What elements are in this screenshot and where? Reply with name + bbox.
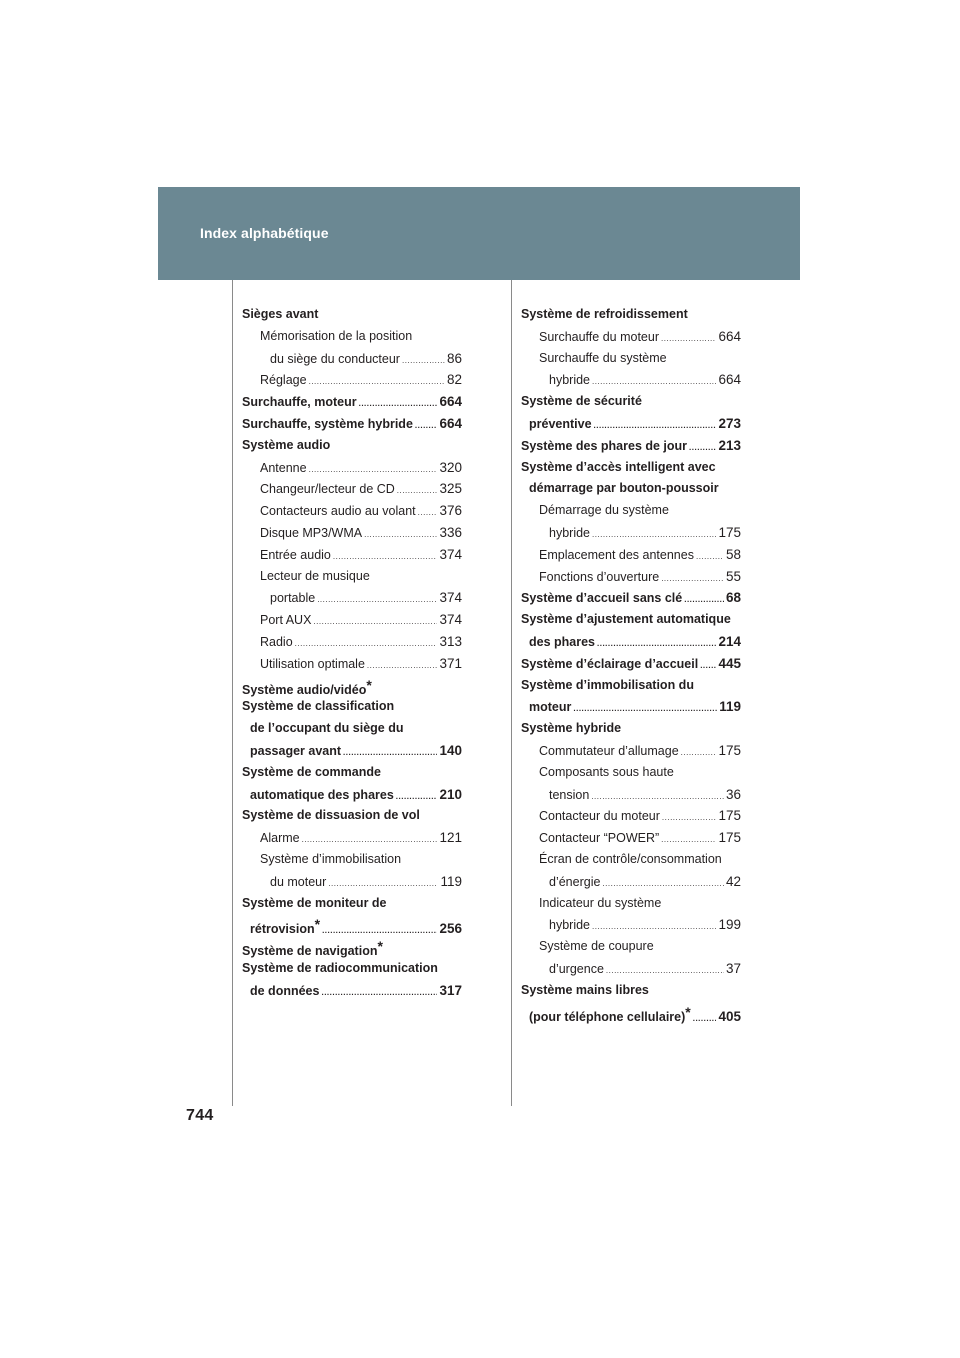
index-entry-label: Système audio/vidéo — [242, 682, 367, 697]
index-entry — [242, 718, 462, 740]
index-entry-label: préventive — [529, 416, 592, 431]
dot-leader — [606, 960, 724, 982]
index-entry-page: 336 — [439, 524, 462, 540]
index-entry-label: (pour téléphone cellulaire) — [529, 1009, 686, 1024]
index-entry-label: Commutateur d’allumage — [539, 743, 679, 758]
index-entry-page: 214 — [718, 633, 741, 649]
index-entry-page: 405 — [718, 1008, 741, 1024]
dot-leader — [396, 786, 438, 808]
page-title: Index alphabétique — [200, 225, 329, 241]
index-entry — [521, 326, 741, 348]
index-entry-label: Système d’éclairage d’accueil — [521, 656, 699, 671]
index-entry — [242, 696, 462, 718]
index-entry-label: Système des phares de jour — [521, 438, 688, 453]
dot-leader — [343, 742, 437, 764]
left-column-rule — [232, 280, 233, 1106]
index-entry-page: 175 — [718, 742, 741, 758]
dot-leader — [302, 829, 438, 851]
index-entry — [521, 849, 741, 871]
index-entry — [242, 936, 462, 958]
index-entry — [242, 544, 462, 566]
index-entry — [242, 566, 462, 588]
index-entry-page: 371 — [439, 655, 462, 671]
index-entry-label: portable — [270, 591, 316, 606]
index-entry — [521, 369, 741, 391]
index-entry-page: 119 — [440, 873, 462, 889]
index-entry-label: Disque MP3/WMA — [260, 525, 363, 540]
index-entry-label: Contacteur “POWER” — [539, 831, 660, 846]
index-entry — [521, 478, 741, 500]
index-entry-page: 58 — [725, 546, 741, 562]
index-entry-label: Système d’immobilisation du — [521, 677, 694, 692]
index-entry — [521, 980, 741, 1002]
index-entry-label: Alarme — [260, 831, 300, 846]
index-entry-label: automatique des phares — [250, 787, 394, 802]
asterisk-mark: * — [366, 676, 372, 693]
index-entry-label: Système de navigation — [242, 944, 378, 959]
dot-leader — [328, 873, 438, 895]
dot-leader — [594, 415, 717, 437]
index-entry — [521, 762, 741, 784]
index-entry-label: Système de commande — [242, 764, 381, 779]
header-band — [158, 187, 800, 280]
dot-leader — [661, 829, 716, 851]
index-entry — [521, 304, 741, 326]
index-entry-label: Surchauffe, moteur — [242, 395, 357, 410]
index-entry — [521, 827, 741, 849]
index-entry-label: hybride — [549, 525, 590, 540]
index-entry — [521, 936, 741, 958]
dot-leader — [684, 589, 724, 611]
index-entry — [521, 457, 741, 479]
index-entry-page: 140 — [439, 742, 462, 758]
index-entry-page: 210 — [439, 786, 462, 802]
index-entry — [242, 914, 462, 936]
dot-leader — [592, 371, 716, 393]
index-entry — [521, 348, 741, 370]
index-entry-label: Emplacement des antennes — [539, 547, 694, 562]
dot-leader — [591, 786, 724, 808]
index-entry-label: moteur — [529, 700, 572, 715]
index-entry-page: 121 — [439, 830, 462, 846]
dot-leader — [662, 807, 717, 829]
index-entry-page: 42 — [725, 873, 741, 889]
index-entry-label: Système d’accueil sans clé — [521, 591, 683, 606]
dot-leader — [309, 371, 445, 393]
index-entry — [521, 522, 741, 544]
dot-leader — [592, 524, 716, 546]
index-entry-label: Mémorisation de la position — [260, 328, 413, 343]
index-entry-page: 273 — [718, 415, 741, 431]
index-entry-label: Système mains libres — [521, 982, 649, 997]
index-entry-label: Utilisation optimale — [260, 656, 365, 671]
index-entry — [242, 391, 462, 413]
index-entry — [242, 827, 462, 849]
index-entry-label: hybride — [549, 918, 590, 933]
index-entry — [521, 718, 741, 740]
index-entry — [242, 871, 462, 893]
dot-leader — [597, 633, 716, 655]
index-entry — [242, 762, 462, 784]
index-entry — [521, 500, 741, 522]
index-entry-page: 664 — [439, 394, 462, 410]
index-entry — [521, 696, 741, 718]
index-entry-label: du siège du conducteur — [270, 351, 400, 366]
right-column-rule — [511, 280, 512, 1106]
index-entry-page: 213 — [718, 437, 741, 453]
index-entry-label: Fonctions d’ouverture — [539, 569, 660, 584]
dot-leader — [364, 524, 437, 546]
index-entry-label: Sièges avant — [242, 307, 319, 321]
index-entry-page: 664 — [718, 328, 741, 344]
asterisk-mark: * — [685, 1003, 691, 1020]
dot-leader — [418, 502, 438, 524]
dot-leader — [333, 546, 438, 568]
index-entry-label: Réglage — [260, 373, 307, 388]
index-entry — [521, 631, 741, 653]
dot-leader — [696, 546, 724, 568]
index-entry-label: Port AUX — [260, 613, 312, 628]
index-entry-label: Changeur/lecteur de CD — [260, 482, 395, 497]
index-entry — [242, 784, 462, 806]
index-entry-page: 313 — [439, 633, 462, 649]
index-entry — [242, 326, 462, 348]
index-entry-page: 320 — [439, 459, 462, 475]
index-entry-label: Contacteur du moteur — [539, 809, 660, 824]
index-entry — [521, 544, 741, 566]
dot-leader — [661, 328, 716, 350]
index-entry-label: Système de sécurité — [521, 394, 642, 409]
index-entry — [521, 740, 741, 762]
index-entry-page: 664 — [439, 415, 462, 431]
index-entry-page: 175 — [718, 524, 741, 540]
index-entry-label: Composants sous haute — [539, 764, 674, 779]
index-entry-label: Surchauffe du moteur — [539, 329, 659, 344]
index-entry — [521, 566, 741, 588]
dot-leader — [661, 568, 724, 590]
index-entry — [521, 609, 741, 631]
index-entry-page: 68 — [725, 590, 741, 606]
index-entry — [242, 893, 462, 915]
index-entry-label: Système de classification — [242, 699, 395, 714]
index-entry — [521, 958, 741, 980]
index-entry-page: 376 — [439, 503, 462, 519]
index-entry — [521, 871, 741, 893]
dot-leader — [681, 742, 717, 764]
index-entry-label: Système hybride — [521, 721, 622, 736]
index-entry — [242, 457, 462, 479]
index-entry — [521, 675, 741, 697]
index-entry — [242, 805, 462, 827]
dot-leader — [592, 916, 716, 938]
index-entry-label: Contacteurs audio au volant — [260, 504, 416, 519]
index-entry — [521, 784, 741, 806]
index-entry — [242, 587, 462, 609]
index-entry — [242, 522, 462, 544]
dot-leader — [367, 655, 438, 677]
index-entry — [242, 958, 462, 980]
page-number: 744 — [186, 1107, 214, 1124]
index-entry — [242, 413, 462, 435]
index-entry-page: 325 — [439, 481, 462, 497]
index-entry-page: 374 — [439, 546, 462, 562]
index-entry-label: de l’occupant du siège du — [250, 721, 404, 736]
index-entry — [242, 980, 462, 1002]
index-entry-page: 119 — [719, 699, 741, 715]
index-entry-label: rétrovision — [250, 922, 315, 937]
index-entry — [242, 348, 462, 370]
index-entry-label: d’urgence — [549, 961, 604, 976]
index-entry — [242, 849, 462, 871]
index-entry-label: Système d’accès intelligent avec — [521, 459, 716, 474]
index-entry — [242, 435, 462, 457]
index-entry — [521, 653, 741, 675]
dot-leader — [397, 480, 438, 502]
index-entry-page: 664 — [718, 372, 741, 388]
index-entry-label: Système de dissuasion de vol — [242, 808, 420, 823]
index-entry-page: 175 — [718, 808, 741, 824]
asterisk-mark: * — [314, 916, 321, 933]
index-entry-label: d’énergie — [549, 874, 601, 889]
index-entry — [521, 805, 741, 827]
index-entry — [242, 631, 462, 653]
index-entry-label: tension — [549, 787, 590, 802]
index-entry — [242, 500, 462, 522]
index-entry-label: Entrée audio — [260, 547, 331, 562]
dot-leader — [415, 415, 438, 437]
index-entry-page: 374 — [439, 612, 462, 628]
dot-leader — [295, 633, 438, 655]
index-entry — [242, 609, 462, 631]
dot-leader — [309, 459, 438, 481]
index-entry — [242, 653, 462, 675]
index-entry-label: Radio — [260, 634, 293, 649]
index-entry — [521, 391, 741, 413]
index-entry-page: 82 — [446, 372, 462, 388]
index-entry — [242, 478, 462, 500]
dot-leader — [573, 698, 717, 720]
index-entry-label: Écran de contrôle/consommation — [539, 851, 722, 866]
index-entry-label: démarrage par bouton-poussoir — [529, 481, 719, 496]
index-entry — [242, 740, 462, 762]
index-entry-label: hybride — [549, 373, 590, 388]
index-entry-label: Système d’ajustement automatique — [521, 612, 731, 627]
index-entry-label: Démarrage du système — [539, 503, 669, 518]
index-entry-label: Système audio — [242, 437, 331, 452]
index-entry-label: Système de refroidissement — [521, 307, 688, 321]
index-entry-label: Indicateur du système — [539, 895, 662, 910]
index-entry-page: 317 — [439, 982, 462, 998]
index-entry-page: 55 — [725, 568, 741, 584]
dot-leader — [317, 589, 437, 611]
index-entry-page: 256 — [439, 921, 462, 937]
index-entry-page: 199 — [718, 917, 741, 933]
index-entry — [242, 675, 462, 697]
index-entry-page: 37 — [725, 960, 741, 976]
index-entry — [521, 587, 741, 609]
index-entry-label: Système de radiocommunication — [242, 960, 438, 975]
index-entry-label: Système de moniteur de — [242, 895, 387, 910]
index-entry-label: du moteur — [270, 874, 327, 889]
asterisk-mark: * — [377, 938, 383, 955]
index-entry-label: passager avant — [250, 743, 342, 758]
dot-leader — [313, 611, 437, 633]
index-entry-page: 175 — [718, 830, 741, 846]
index-entry-page: 86 — [446, 350, 462, 366]
dot-leader — [402, 350, 445, 372]
index-entry-label: Système de coupure — [539, 939, 654, 954]
index-entry-label: des phares — [529, 634, 596, 649]
index-entry-label: de données — [250, 983, 320, 998]
index-entry-label: Surchauffe, système hybride — [242, 416, 413, 431]
index-column-right — [521, 304, 741, 1023]
index-entry-label: Surchauffe du système — [539, 350, 667, 365]
index-entry-page: 36 — [725, 786, 741, 802]
index-entry-page: 374 — [439, 590, 462, 606]
index-entry-label: Système d’immobilisation — [260, 851, 402, 866]
index-entry — [521, 914, 741, 936]
index-entry — [521, 1002, 741, 1024]
index-entry-page: 445 — [718, 655, 741, 671]
index-entry — [521, 435, 741, 457]
index-entry-label: Lecteur de musique — [260, 568, 370, 583]
index-entry-label: Antenne — [260, 460, 307, 475]
index-entry — [521, 893, 741, 915]
index-entry — [242, 369, 462, 391]
dot-leader — [602, 873, 724, 895]
dot-leader — [321, 982, 437, 1004]
index-column-left — [242, 304, 462, 1002]
index-entry — [521, 413, 741, 435]
dot-leader — [689, 437, 716, 459]
dot-leader — [700, 655, 716, 677]
dot-leader — [359, 393, 438, 415]
dot-leader — [693, 1008, 717, 1030]
index-entry — [242, 304, 462, 326]
